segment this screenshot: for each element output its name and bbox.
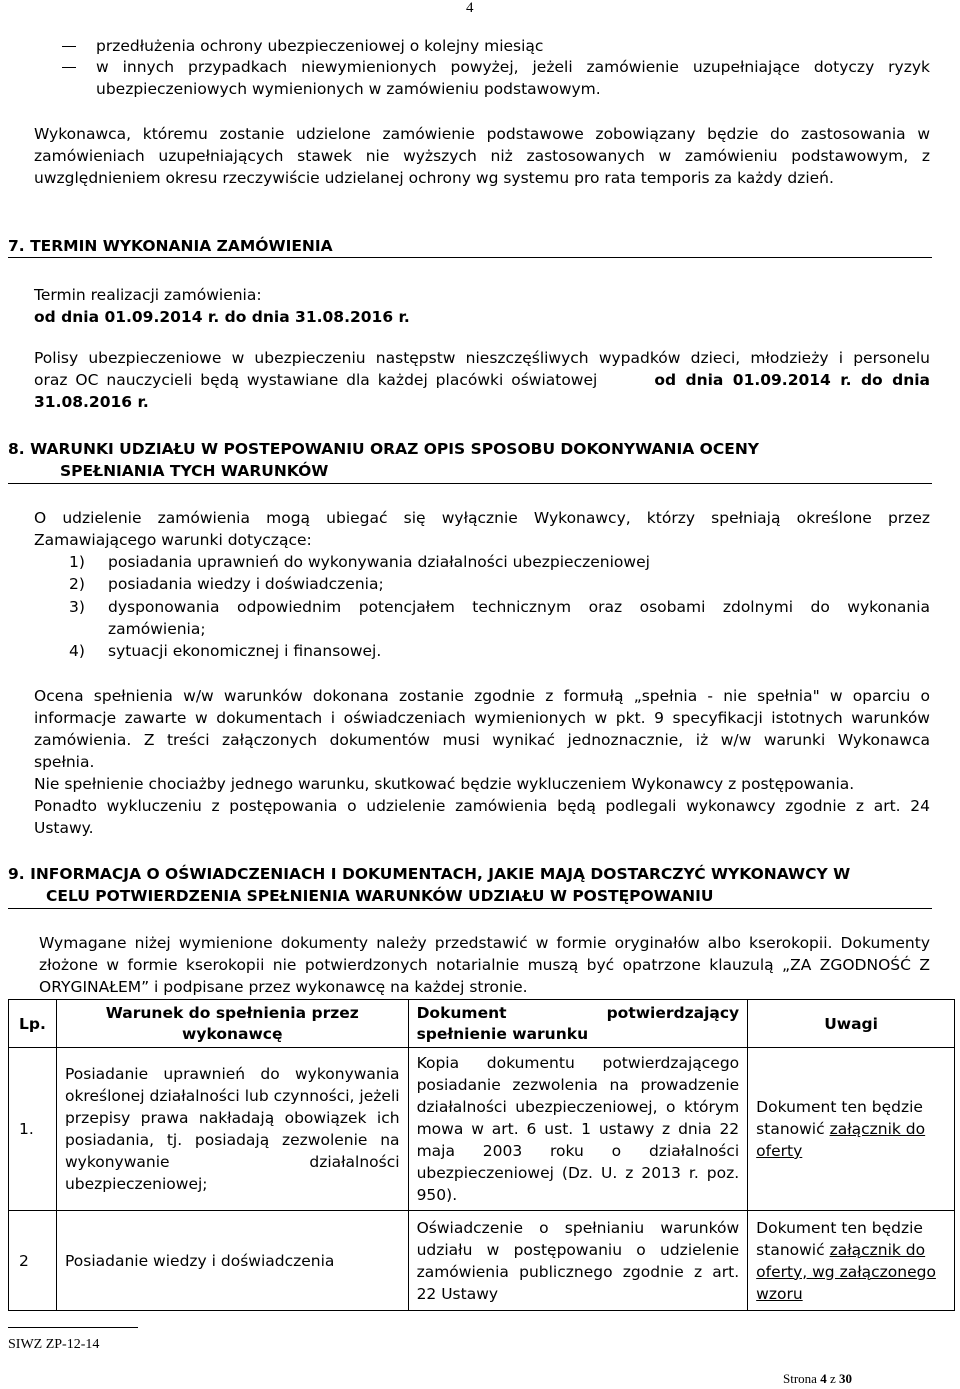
attachment-ref: załącznik do oferty bbox=[756, 1120, 926, 1160]
uwagi-text: Dokument ten będzie stanowić bbox=[756, 1218, 923, 1259]
cell-warunek: Posiadanie wiedzy i doświadczenia bbox=[56, 1211, 408, 1311]
list-item-cont: zamówienia; bbox=[108, 620, 206, 638]
dash-bullet bbox=[62, 46, 76, 47]
list-num: 3) bbox=[69, 598, 85, 616]
footer-page-current: 4 bbox=[820, 1371, 827, 1386]
cell-warunek: Posiadanie uprawnień do wykonywania określonej działalności lub czynności, jeżeli przepisy prawa nakładają obowiązek ich posiadania, tj. posiadają zezwolenie na wykonywanie działalności ubezpieczeniowej; bbox=[56, 1048, 408, 1211]
footer-page-total: 30 bbox=[838, 1371, 852, 1386]
intro-line: O udzielenie zamówienia mogą ubiegać się wyłącznie Wykonawcy, którzy spełniają określone przez bbox=[34, 509, 930, 527]
policy-line-end: 31.08.2016 r. bbox=[34, 393, 149, 411]
header-lp: Lp. bbox=[9, 1000, 57, 1048]
intro-line: Zamawiającego warunki dotyczące: bbox=[34, 531, 312, 549]
header-uwagi: Uwagi bbox=[748, 1000, 955, 1048]
section-7-title: 7. TERMIN WYKONANIA ZAMÓWIENIA bbox=[8, 237, 333, 255]
list-num: 4) bbox=[69, 642, 85, 660]
eval-line: Nie spełnienie chociażby jednego warunku, skutkować będzie wykluczeniem Wykonawcy z postępowania. bbox=[34, 775, 855, 793]
table-header-row bbox=[9, 1000, 955, 1048]
uwagi-text: Dokument ten będzie stanowić bbox=[756, 1098, 923, 1138]
policy-line: Polisy ubezpieczeniowe w ubezpieczeniu następstw nieszczęśliwych wypadków dzieci, młodzieży i personelu bbox=[34, 349, 930, 367]
eval-line: Ustawy. bbox=[34, 819, 94, 837]
docs-intro-line: złożone w formie kserokopii nie potwierdzonych notarialnie muszą być opatrzone klauzulą „ZA ZGODNOŚĆ Z bbox=[39, 956, 930, 974]
policy-line-plain: oraz OC nauczycieli będą wystawiane dla każdej placówki oświatowej bbox=[34, 371, 598, 389]
requirements-table bbox=[8, 999, 955, 1311]
dash-bullet bbox=[62, 67, 76, 68]
term-label: Termin realizacji zamówienia: bbox=[34, 286, 262, 304]
section-divider bbox=[8, 483, 932, 484]
eval-line: spełnia. bbox=[34, 753, 95, 771]
eval-line: informacje zawarte w dokumentach i oświadczeniach wymienionych w pkt. 9 specyfikacji istotnych warunków bbox=[34, 709, 930, 727]
bullet-text: przedłużenia ochrony ubezpieczeniowej o kolejny miesiąc bbox=[96, 37, 544, 55]
cell-lp: 2 bbox=[9, 1211, 57, 1311]
list-item: posiadania wiedzy i doświadczenia; bbox=[108, 575, 384, 593]
footer-divider bbox=[8, 1327, 138, 1328]
list-num: 1) bbox=[69, 553, 85, 571]
bullet-text: w innych przypadkach niewymienionych powyżej, jeżeli zamówienie uzupełniające dotyczy ryzyk bbox=[96, 58, 930, 76]
attachment-ref: załącznik do oferty, wg załączonego wzoru bbox=[756, 1240, 936, 1303]
paragraph-line: zamówieniach uzupełniających stawek nie wyższych niż zastosowanych w zamówieniu podstawowym, z bbox=[34, 147, 930, 165]
bullet-text: ubezpieczeniowych wymienionych w zamówieniu podstawowym. bbox=[96, 80, 601, 98]
header-dokument: Dokument potwierdzający spełnienie warunku bbox=[408, 1000, 748, 1048]
policy-line bbox=[34, 369, 930, 391]
docs-intro-line: ORYGINAŁEM” i podpisane przez wykonawcę na każdej stronie. bbox=[39, 978, 528, 996]
page-number: 4 bbox=[466, 0, 474, 16]
paragraph-line: Wykonawca, któremu zostanie udzielone zamówienie podstawowe zobowiązany będzie do zastosowania w bbox=[34, 125, 930, 143]
section-divider bbox=[8, 257, 932, 258]
list-item: posiadania uprawnień do wykonywania działalności ubezpieczeniowej bbox=[108, 553, 650, 571]
cell-uwagi bbox=[748, 1211, 955, 1311]
eval-line: Ponadto wykluczeniu z postępowania o udzielenie zamówienia będą podlegali wykonawcy zgodnie z art. 24 bbox=[34, 797, 930, 815]
section-8-title-cont: SPEŁNIANIA TYCH WARUNKÓW bbox=[60, 462, 329, 480]
header-warunek: Warunek do spełnienia przez wykonawcę bbox=[56, 1000, 408, 1048]
cell-dokument: Kopia dokumentu potwierdzającego posiadanie zezwolenia na prowadzenie działalności ubezpieczeniowej, o którym mowa w art. 6 ust. 1 ustawy z dnia 22 maja 2003 roku o działalności ubezpieczeniowej (Dz. U. z 2013 r. poz. 950). bbox=[408, 1048, 748, 1211]
policy-line-bold: od dnia 01.09.2014 r. do dnia bbox=[654, 371, 930, 389]
cell-lp: 1. bbox=[9, 1048, 57, 1211]
paragraph-line: uwzględnieniem okresu rzeczywiście udzielanej ochrony wg systemu pro rata temporis za każdy dzień. bbox=[34, 169, 834, 187]
footer-page-prefix: Strona bbox=[783, 1371, 821, 1386]
docs-intro-line: Wymagane niżej wymienione dokumenty należy przedstawić w formie oryginałów albo kserokopii. Dokumenty bbox=[39, 934, 930, 952]
cell-dokument: Oświadczenie o spełnianiu warunków udziału w postępowaniu o udzielenie zamówienia publicznego zgodnie z art. 22 Ustawy bbox=[408, 1211, 748, 1311]
footer-page-count bbox=[783, 1371, 852, 1387]
table-row bbox=[9, 1211, 955, 1311]
section-divider bbox=[8, 908, 932, 909]
eval-line: zamówienia. Z treści załączonych dokumentów musi wynikać jednoznacznie, iż w/w warunki Wykonawca bbox=[34, 731, 930, 749]
list-item: dysponowania odpowiednim potencjałem technicznym oraz osobami zdolnymi do wykonania bbox=[108, 598, 930, 616]
cell-uwagi bbox=[748, 1048, 955, 1211]
footer-page-sep: z bbox=[826, 1371, 839, 1386]
section-8-title: 8. WARUNKI UDZIAŁU W POSTEPOWANIU ORAZ OPIS SPOSOBU DOKONYWANIA OCENY bbox=[8, 440, 760, 458]
term-value: od dnia 01.09.2014 r. do dnia 31.08.2016 r. bbox=[34, 308, 410, 326]
list-num: 2) bbox=[69, 575, 85, 593]
section-9-title-cont: CELU POTWIERDZENIA SPEŁNIENIA WARUNKÓW UDZIAŁU W POSTĘPOWANIU bbox=[46, 887, 714, 905]
section-9-title: 9. INFORMACJA O OŚWIADCZENIACH I DOKUMENTACH, JAKIE MAJĄ DOSTARCZYĆ WYKONAWCY W bbox=[8, 865, 851, 883]
footer-doc-id: SIWZ ZP-12-14 bbox=[8, 1337, 100, 1352]
table-row bbox=[9, 1048, 955, 1211]
list-item: sytuacji ekonomicznej i finansowej. bbox=[108, 642, 382, 660]
eval-line: Ocena spełnienia w/w warunków dokonana zostanie zgodnie z formułą „spełnia - nie spełnia" w oparciu o bbox=[34, 687, 930, 705]
